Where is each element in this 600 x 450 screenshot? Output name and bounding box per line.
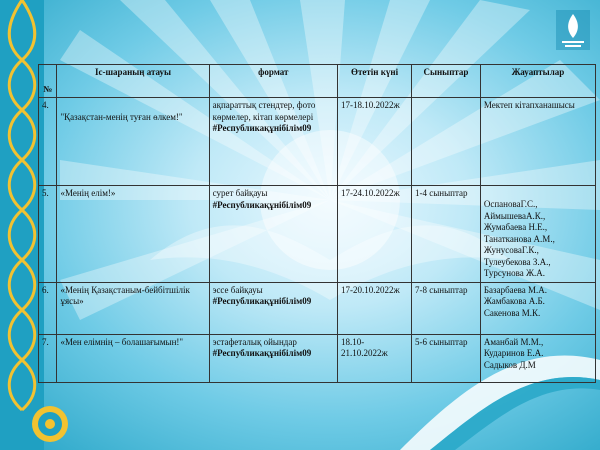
row-date: 17-24.10.2022ж bbox=[338, 186, 412, 283]
header-classes: Сыныптар bbox=[412, 65, 481, 98]
row-classes: 1-4 сыныптар bbox=[412, 186, 481, 283]
responsible-person: ЖунусоваГ.К., bbox=[483, 245, 539, 255]
row-responsible bbox=[480, 282, 595, 334]
table-header-row bbox=[39, 65, 596, 98]
row-no: 7. bbox=[39, 334, 57, 382]
row-name: «Мен елімнің – болашағымын!" bbox=[57, 334, 209, 382]
row-format bbox=[209, 334, 337, 382]
responsible-person: ОспановаГ.С., bbox=[483, 199, 538, 209]
row-name: «Менің елім!» bbox=[57, 186, 209, 283]
row-classes: 5-6 сыныптар bbox=[412, 334, 481, 382]
row-name: «Менің Қазақстаным-бейбітшілік ұясы» bbox=[57, 282, 209, 334]
responsible-person: Аманбай М.М., bbox=[483, 336, 544, 347]
row-hashtag: #Республикақұнібілім09 bbox=[212, 199, 312, 210]
row-date: 18.10-21.10.2022ж bbox=[338, 334, 412, 382]
row-format bbox=[209, 98, 337, 186]
row-classes bbox=[412, 98, 481, 186]
row-classes: 7-8 сыныптар bbox=[412, 282, 481, 334]
table-row bbox=[39, 186, 596, 283]
responsible-person: Тулеубекова З.А., bbox=[483, 256, 551, 267]
row-format bbox=[209, 282, 337, 334]
row-hashtag: #Республикақұнібілім09 bbox=[212, 348, 312, 358]
row-responsible bbox=[480, 98, 595, 186]
row-no: 5. bbox=[39, 186, 57, 283]
row-date: 17-20.10.2022ж bbox=[338, 282, 412, 334]
header-name: Іс-шараның атауы bbox=[57, 65, 209, 98]
responsible-person: Танатканова А.М., bbox=[483, 233, 555, 244]
responsible-person: Садыков Д.М bbox=[483, 359, 536, 370]
row-name bbox=[57, 98, 209, 186]
responsible-person: Турсунова Ж.А. bbox=[483, 268, 546, 278]
table-row bbox=[39, 282, 596, 334]
national-emblem-icon bbox=[30, 404, 70, 444]
events-table bbox=[38, 64, 596, 383]
row-format-text: эссе байқауы bbox=[212, 284, 263, 295]
responsible-person: Кударинов Е.А. bbox=[483, 348, 544, 358]
responsible-person: Базарбаева М.А. bbox=[483, 284, 548, 295]
row-responsible bbox=[480, 186, 595, 283]
row-format-text: сурет байқауы bbox=[212, 188, 268, 198]
row-no: 6. bbox=[39, 282, 57, 334]
responsible-person: АймышеваА.К., bbox=[483, 210, 546, 221]
header-format: формат bbox=[209, 65, 337, 98]
row-date: 17-18.10.2022ж bbox=[338, 98, 412, 186]
logo-icon bbox=[556, 10, 590, 50]
responsible-person: Жумабаева Н.Е., bbox=[483, 222, 548, 232]
row-hashtag: #Республикақұнібілім09 bbox=[212, 123, 312, 133]
table-row bbox=[39, 334, 596, 382]
row-responsible bbox=[480, 334, 595, 382]
header-date: Өтетін күні bbox=[338, 65, 412, 98]
table-row bbox=[39, 98, 596, 186]
responsible-person: Сакенова М.К. bbox=[483, 307, 541, 318]
row-format-text: эстафеталық ойындар bbox=[212, 336, 297, 347]
row-format-text: ақпараттық стендтер, фото көрмелер, кітап көрмелері bbox=[212, 100, 316, 122]
row-hashtag: #Республикақұнібілім09 bbox=[212, 296, 312, 306]
header-responsible: Жауаптылар bbox=[480, 65, 595, 98]
row-name-text: "Қазақстан-менің туған өлкем!" bbox=[60, 112, 183, 122]
row-format bbox=[209, 186, 337, 283]
row-no: 4. bbox=[39, 98, 57, 186]
header-no: № bbox=[39, 65, 57, 98]
responsible-person: Жамбакова А.Б. bbox=[483, 296, 545, 306]
responsible-person: Мектеп кітапханашысы bbox=[483, 100, 575, 110]
